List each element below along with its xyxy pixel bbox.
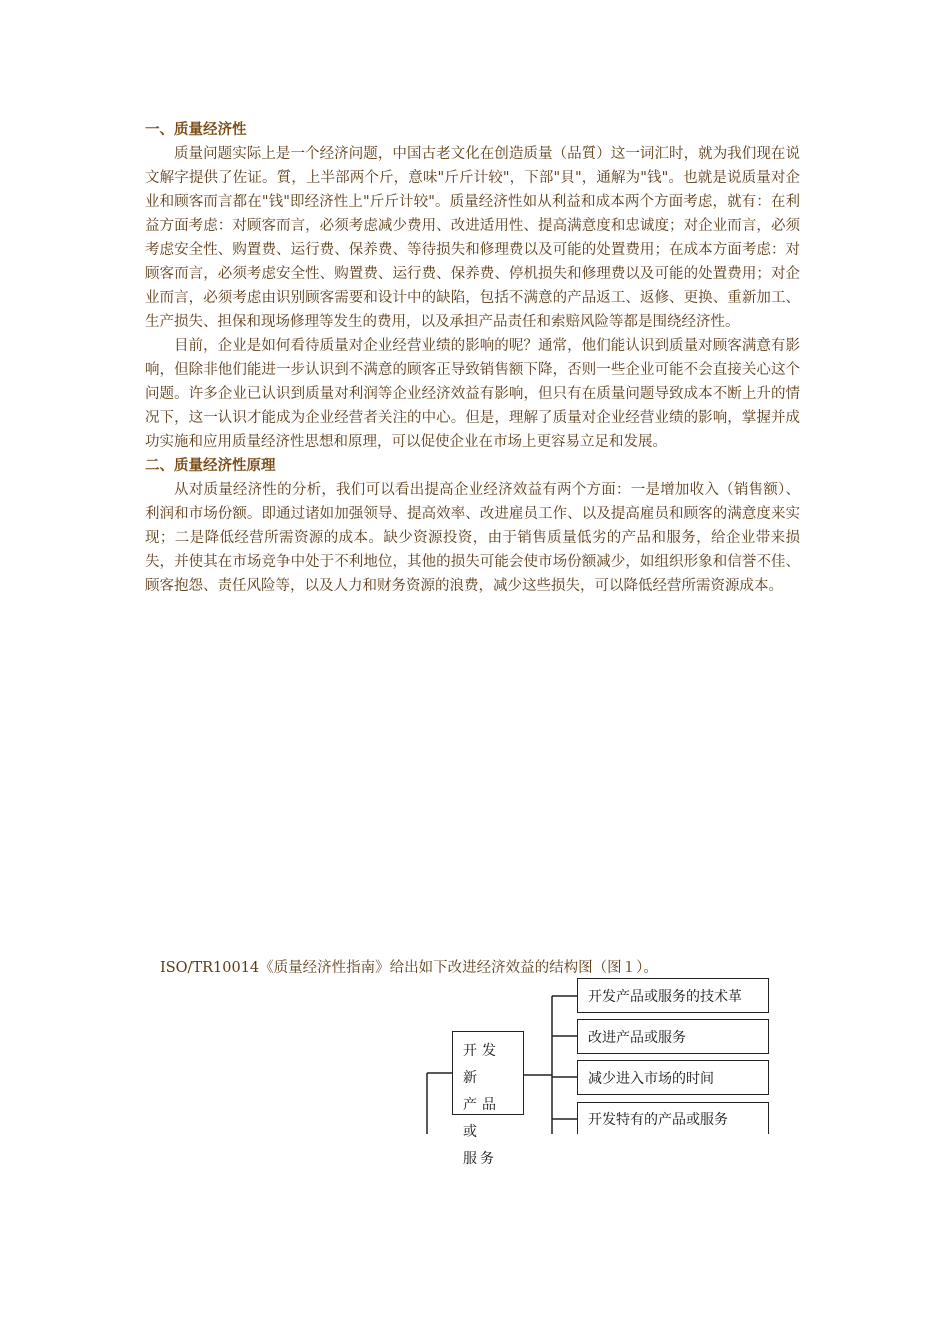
paragraph-1: 质量问题实际上是一个经济问题，中国古老文化在创造质量（品質）这一词汇时，就为我们现在说文解字提供了佐证。質，上半部两个斤，意味"斤斤计较"，下部"貝"，通解为"钱"。也就是说质量对企业和顾客而言都在"钱"即经济性上"斤斤计较"。质量经济性如从利益和成本两个方面考虑，就有：在利益方面考虑：对顾客而言，必须考虑减少费用、改进适用性、提高满意度和忠诚度；对企业而言，必须考虑安全性、购置费、运行费、保养费、等待损失和修理费以及可能的处置费用；在成本方面考虑：对顾客而言，必须考虑安全性、购置费、运行费、保养费、停机损失和修理费以及可能的处置费用；对企业而言，必须考虑由识别顾客需要和设计中的缺陷，包括不满意的产品返工、返修、更换、重新加工、生产损失、担保和现场修理等发生的费用，以及承担产品责任和索赔风险等都是围绕经济性。 [145,146,800,330]
paragraph-2: 目前，企业是如何看待质量对企业经营业绩的影响的呢？通常，他们能认识到质量对顾客满意有影响，但除非他们能进一步认识到不满意的顾客正导致销售额下降，否则一些企业可能不会直接关心这个问题。许多企业已认识到质量对利润等企业经济效益有影响，但只有在质量问题导致成本不断上升的情况下，这一认识才能成为企业经营者关注的中心。但是，理解了质量对企业经营业绩的影响，掌握并成功实施和应用质量经济性思想和原理，可以促使企业在市场上更容易立足和发展。 [145,338,800,450]
center-box-line-2: 产品或 [463,1097,501,1140]
leaf-box-2-label: 改进产品或服务 [588,1029,686,1046]
leaf-box-3 [577,1060,769,1095]
leaf-box-1-label: 开发产品或服务的技术革 [588,988,742,1005]
paragraph-3: 从对质量经济性的分析，我们可以看出提高企业经济效益有两个方面：一是增加收入（销售额）、利润和市场份额。即通过诸如加强领导、提高效率、改进雇员工作、以及提高雇员和顾客的满意度来实现；二是降低经营所需资源的成本。缺少资源投资，由于销售质量低劣的产品和服务，给企业带来损失，并使其在市场竞争中处于不利地位，其他的损失可能会使市场份额减少，如组织形象和信誉不佳、顾客抱怨、责任风险等，以及人力和财务资源的浪费，减少这些损失，可以降低经营所需资源成本。 [145,482,800,594]
figure-caption: ISO/TR10014《质量经济性指南》给出如下改进经济效益的结构图（图１）。 [160,960,658,976]
center-box-line-1: 开发新 [463,1043,501,1086]
leaf-box-1 [577,978,769,1013]
document-body [145,118,800,598]
center-box-line-3: 服务 [463,1151,497,1167]
section-heading-2: 二、质量经济性原理 [145,458,276,474]
leaf-box-3-label: 减少进入市场的时间 [588,1070,714,1087]
section-heading-1: 一、质量经济性 [145,122,247,138]
leaf-box-2 [577,1019,769,1054]
center-box [452,1031,524,1167]
leaf-box-4 [577,1102,769,1134]
leaf-box-4-label: 开发特有的产品或服务 [588,1111,728,1128]
